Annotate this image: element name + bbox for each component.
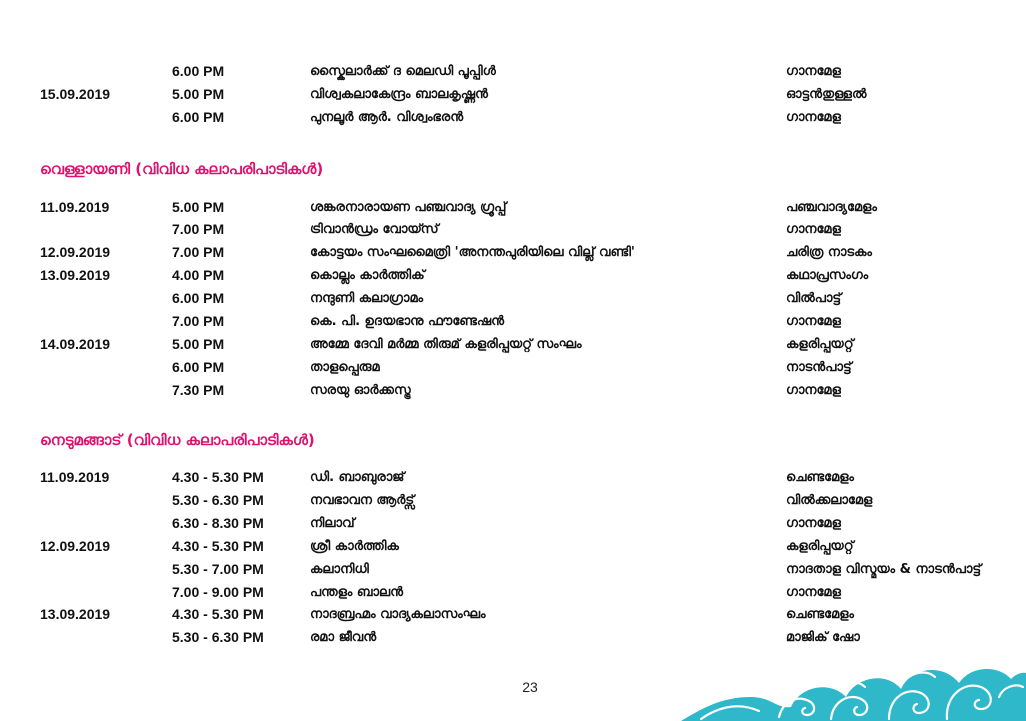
date-cell: 12.09.2019 — [40, 538, 111, 554]
time-cell: 6.00 PM — [172, 359, 225, 375]
program-type-cell: ഗാനമേള — [786, 64, 841, 79]
performer-cell: കലാനിധി — [310, 562, 369, 577]
section-heading-vellayani: വെള്ളായണി (വിവിധ കലാപരിപാടികൾ) — [40, 160, 324, 178]
table-row — [0, 333, 1026, 356]
table-row — [0, 83, 1026, 106]
page-number: 23 — [522, 679, 538, 695]
time-cell: 5.30 - 6.30 PM — [172, 629, 264, 645]
program-type-cell: കളരിപ്പയറ്റ് — [786, 539, 854, 554]
performer-cell: നിലാവ് — [310, 516, 355, 531]
program-type-cell: നാടൻപാട്ട് — [786, 360, 852, 375]
performer-cell: ട്രിവാൻഡ്രം വോയ്സ് — [310, 222, 439, 237]
program-type-cell: വിൽപാട്ട് — [786, 291, 842, 306]
table-row — [0, 356, 1026, 379]
table-row — [0, 489, 1026, 512]
performer-cell: ശങ്കരനാരായണ പഞ്ചവാദ്യ ഗ്രൂപ്പ് — [310, 200, 507, 215]
table-row — [0, 603, 1026, 626]
performer-cell: നാദബ്രഹ്മം വാദ്യകലാസംഘം — [310, 607, 486, 622]
program-type-cell: ചെണ്ടമേളം — [786, 470, 854, 485]
table-row — [0, 287, 1026, 310]
table-row — [0, 106, 1026, 129]
table-row — [0, 310, 1026, 333]
date-cell: 15.09.2019 — [40, 86, 111, 102]
table-row — [0, 558, 1026, 581]
program-type-cell: ഗാനമേള — [786, 585, 841, 600]
time-cell: 5.30 - 7.00 PM — [172, 561, 264, 577]
time-cell: 6.00 PM — [172, 63, 225, 79]
program-type-cell: കഥാപ്രസംഗം — [786, 268, 869, 283]
performer-cell: പുനലൂർ ആർ. വിശ്വംഭരൻ — [310, 110, 464, 125]
time-cell: 4.30 - 5.30 PM — [172, 538, 264, 554]
program-type-cell: ചരിത്ര നാടകം — [786, 245, 872, 260]
program-type-cell: മാജിക് ഷോ — [786, 630, 860, 645]
performer-cell: കൊല്ലം കാർത്തിക് — [310, 268, 425, 283]
table-row — [0, 196, 1026, 219]
date-cell: 12.09.2019 — [40, 244, 111, 260]
table-row — [0, 581, 1026, 604]
performer-cell: കെ. പി. ഉദയഭാനു ഫൗണ്ടേഷൻ — [310, 314, 505, 329]
time-cell: 7.00 PM — [172, 221, 225, 237]
time-cell: 7.00 - 9.00 PM — [172, 584, 264, 600]
table-row — [0, 535, 1026, 558]
time-cell: 5.00 PM — [172, 336, 225, 352]
table-row — [0, 241, 1026, 264]
time-cell: 6.00 PM — [172, 290, 225, 306]
date-cell: 13.09.2019 — [40, 267, 111, 283]
program-type-cell: ഗാനമേള — [786, 314, 841, 329]
table-row — [0, 512, 1026, 535]
program-type-cell: ഗാനമേള — [786, 383, 841, 398]
program-type-cell: ഗാനമേള — [786, 110, 841, 125]
performer-cell: നന്ദുണി കലാഗ്രാമം — [310, 291, 424, 306]
time-cell: 5.00 PM — [172, 199, 225, 215]
table-row — [0, 60, 1026, 83]
program-type-cell: കളരിപ്പയറ്റ് — [786, 337, 854, 352]
time-cell: 6.30 - 8.30 PM — [172, 515, 264, 531]
date-cell: 11.09.2019 — [40, 199, 110, 215]
performer-cell: രമാ ജീവൻ — [310, 630, 377, 645]
time-cell: 5.00 PM — [172, 86, 225, 102]
table-row — [0, 218, 1026, 241]
table-row — [0, 264, 1026, 287]
performer-cell: സ്കൈലാർക്ക് ദ മെലഡി പൂപ്പിൾ — [310, 64, 496, 79]
performer-cell: സരയു ഓർക്കസ്ട്ര — [310, 383, 411, 398]
date-cell: 13.09.2019 — [40, 606, 111, 622]
time-cell: 4.00 PM — [172, 267, 225, 283]
program-type-cell: നാദതാള വിസ്മയം & നാടൻപാട്ട് — [786, 562, 982, 577]
date-cell: 11.09.2019 — [40, 469, 110, 485]
performer-cell: താളപ്പെരുമ — [310, 360, 380, 375]
program-type-cell: ഓട്ടൻതുള്ളൽ — [786, 87, 867, 102]
table-row — [0, 466, 1026, 489]
program-type-cell: വിൽക്കലാമേള — [786, 493, 873, 508]
wave-decoration-icon — [681, 657, 1026, 721]
time-cell: 4.30 - 5.30 PM — [172, 469, 264, 485]
section-heading-nedumangad: നെടുമങ്ങാട് (വിവിധ കലാപരിപാടികൾ) — [40, 431, 315, 449]
performer-cell: ശ്രീ കാർത്തിക — [310, 539, 399, 554]
performer-cell: പന്തളം ബാലൻ — [310, 585, 404, 600]
time-cell: 5.30 - 6.30 PM — [172, 492, 264, 508]
time-cell: 6.00 PM — [172, 109, 225, 125]
time-cell: 7.30 PM — [172, 382, 225, 398]
performer-cell: അമ്മേ ദേവി മർമ്മ തിരുമ് കളരിപ്പയറ്റ് സംഘം — [310, 337, 582, 352]
time-cell: 4.30 - 5.30 PM — [172, 606, 264, 622]
time-cell: 7.00 PM — [172, 313, 225, 329]
date-cell: 14.09.2019 — [40, 336, 111, 352]
program-type-cell: പഞ്ചവാദ്യമേളം — [786, 200, 877, 215]
performer-cell: നവഭാവന ആർട്സ് — [310, 493, 415, 508]
program-type-cell: ഗാനമേള — [786, 222, 841, 237]
table-row — [0, 379, 1026, 402]
performer-cell: വിശ്വകലാകേന്ദ്രം ബാലകൃഷ്ണൻ — [310, 87, 488, 102]
time-cell: 7.00 PM — [172, 244, 225, 260]
program-type-cell: ചെണ്ടമേളം — [786, 607, 854, 622]
performer-cell: ഡി. ബാബുരാജ് — [310, 470, 405, 485]
performer-cell: കോട്ടയം സംഘമൈത്രി 'അനന്തപുരിയിലെ വില്ല് വണ്ടി' — [310, 245, 635, 260]
program-type-cell: ഗാനമേള — [786, 516, 841, 531]
table-row — [0, 626, 1026, 649]
